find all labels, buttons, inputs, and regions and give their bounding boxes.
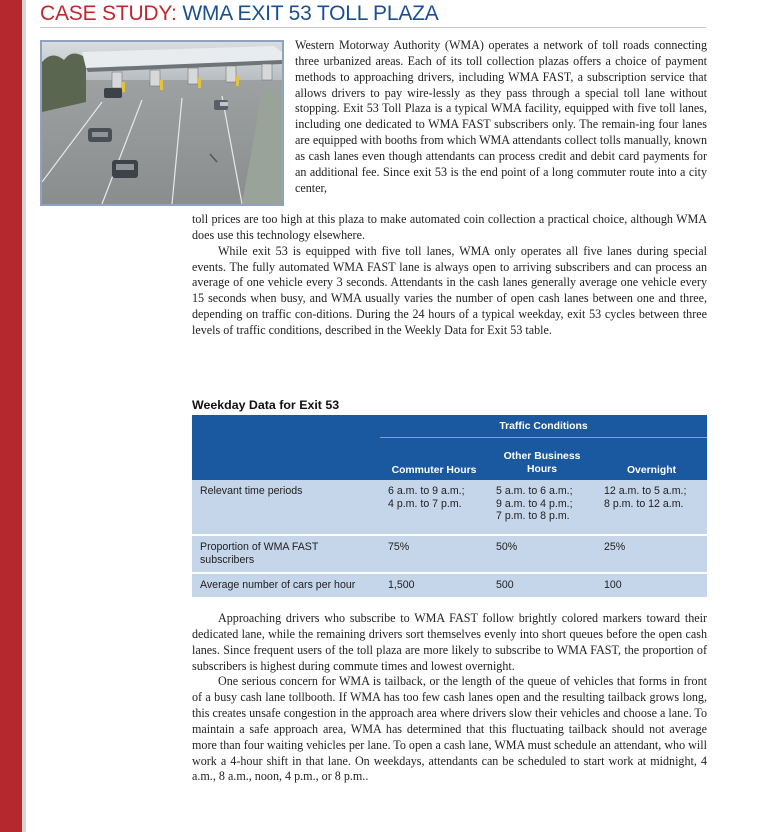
paragraph-2: While exit 53 is equipped with five toll lanes, WMA only operates all five lanes during special events. The fully automated WMA FAST lane is always open to arriving subscribers and can process an average of one vehicle every 3 seconds. Attendants in the cash lanes generally average one vehicle every 15 seconds when busy, and WMA usually varies the number of open cash lanes between one and three, depending on traffic con-ditions. During the 24 hours of a typical weekday, exit 53 cycles between three levels of traffic conditions, described in the Weekly Data for Exit 53 table. bbox=[192, 243, 707, 337]
weekday-data-table bbox=[192, 415, 707, 597]
table-title: Weekday Data for Exit 53 bbox=[192, 398, 340, 412]
title-prefix: CASE STUDY: bbox=[40, 2, 177, 25]
table-cell bbox=[596, 535, 707, 573]
row-label: Proportion of WMA FAST subscribers bbox=[192, 535, 380, 573]
cell-line: 100 bbox=[604, 579, 622, 591]
title-divider bbox=[40, 27, 706, 28]
table-cell bbox=[488, 480, 596, 535]
cell-line: 7 p.m. to 8 p.m. bbox=[496, 510, 570, 522]
table-cell bbox=[596, 480, 707, 535]
page-edge-band bbox=[0, 0, 22, 832]
table-cell bbox=[380, 573, 488, 597]
body-text-lower bbox=[192, 611, 707, 785]
cell-line: 4 p.m. to 7 p.m. bbox=[388, 497, 462, 510]
cell-line: 8 p.m. to 12 a.m. bbox=[604, 497, 684, 510]
cell-line: 1,500 bbox=[388, 579, 415, 591]
cell-line: 500 bbox=[496, 579, 514, 591]
table-cell bbox=[488, 535, 596, 573]
cell-line: 5 a.m. to 6 a.m.; bbox=[496, 485, 573, 497]
body-text-upper bbox=[192, 212, 707, 339]
cell-line: 50% bbox=[496, 541, 518, 553]
toll-plaza-photo bbox=[40, 40, 284, 206]
column-header: Commuter Hours bbox=[380, 438, 488, 481]
intro-continuation: toll prices are too high at this plaza to make automated coin collection a practical choice, although WMA does use this technology elsewhere. bbox=[192, 212, 707, 242]
paragraph-4: One serious concern for WMA is tailback, or the length of the queue of vehicles that forms in front of a busy cash lane tollbooth. If WMA has too few cash lanes open and the resulting tailback grows long, this creates unsafe congestion in the approach area where drivers slow their vehicles and choose a lane. To maintain a safe approach area, WMA has determined that this fluctuating tailback should not average more than four waiting vehicles per lane. To open a cash lane, WMA must schedule an attendant, who will work a 4-hour shift in that lane. On weekdays, attendants can be scheduled to start work at midnight, 4 a.m., 8 a.m., noon, 4 p.m., or 8 p.m.. bbox=[192, 674, 707, 784]
table-cell bbox=[380, 535, 488, 573]
row-label: Average number of cars per hour bbox=[192, 573, 380, 597]
cell-line: 12 a.m. to 5 a.m.; bbox=[604, 485, 687, 497]
cell-line: 25% bbox=[604, 541, 626, 553]
table-cell bbox=[596, 573, 707, 597]
table-cell bbox=[488, 573, 596, 597]
table-corner bbox=[192, 415, 380, 480]
column-header: Overnight bbox=[596, 438, 707, 481]
row-label: Relevant time periods bbox=[192, 480, 380, 535]
traffic-conditions-header: Traffic Conditions bbox=[380, 415, 707, 438]
table-row bbox=[192, 573, 707, 597]
column-header-line: Other Business Hours bbox=[503, 451, 581, 475]
paragraph-3: Approaching drivers who subscribe to WMA FAST follow brightly colored markers toward their dedicated lane, while the remaining drivers sort themselves evenly into short queues before the open cash lanes. Since frequent users of the toll plaza are more likely to subscribe to WMA FAST, the proportion of subscribers is highest during commute times and lowest overnight. bbox=[192, 611, 707, 673]
table-row bbox=[192, 535, 707, 573]
intro-text: Western Motorway Authority (WMA) operates a network of toll roads connecting three urbanized areas. Each of its toll collection plazas offers a choice of payment methods to approaching drivers, including WMA FAST, a subscription service that allows drivers to pay wire-lessly as they pass through a special toll lane without stopping. Exit 53 Toll Plaza is a typical WMA facility, equipped with five toll lanes, including one dedicated to WMA FAST subscribers only. The remain-ing four lanes are equipped with booths from which WMA attendants collect tolls manually, known as cash lanes even though attendants can process credit and debit card payments for an additional fee. Since exit 53 is the end point of a long commuter route into a city center, bbox=[295, 38, 707, 195]
cell-line: 9 a.m. to 4 p.m.; bbox=[496, 497, 573, 510]
cell-line: 75% bbox=[388, 541, 410, 553]
cell-line: 6 a.m. to 9 a.m.; bbox=[388, 485, 465, 497]
intro-paragraph bbox=[295, 38, 707, 196]
title-main: WMA EXIT 53 TOLL PLAZA bbox=[182, 2, 439, 25]
table-cell bbox=[380, 480, 488, 535]
page-title bbox=[40, 2, 439, 26]
table-row bbox=[192, 480, 707, 535]
column-header bbox=[488, 438, 596, 481]
